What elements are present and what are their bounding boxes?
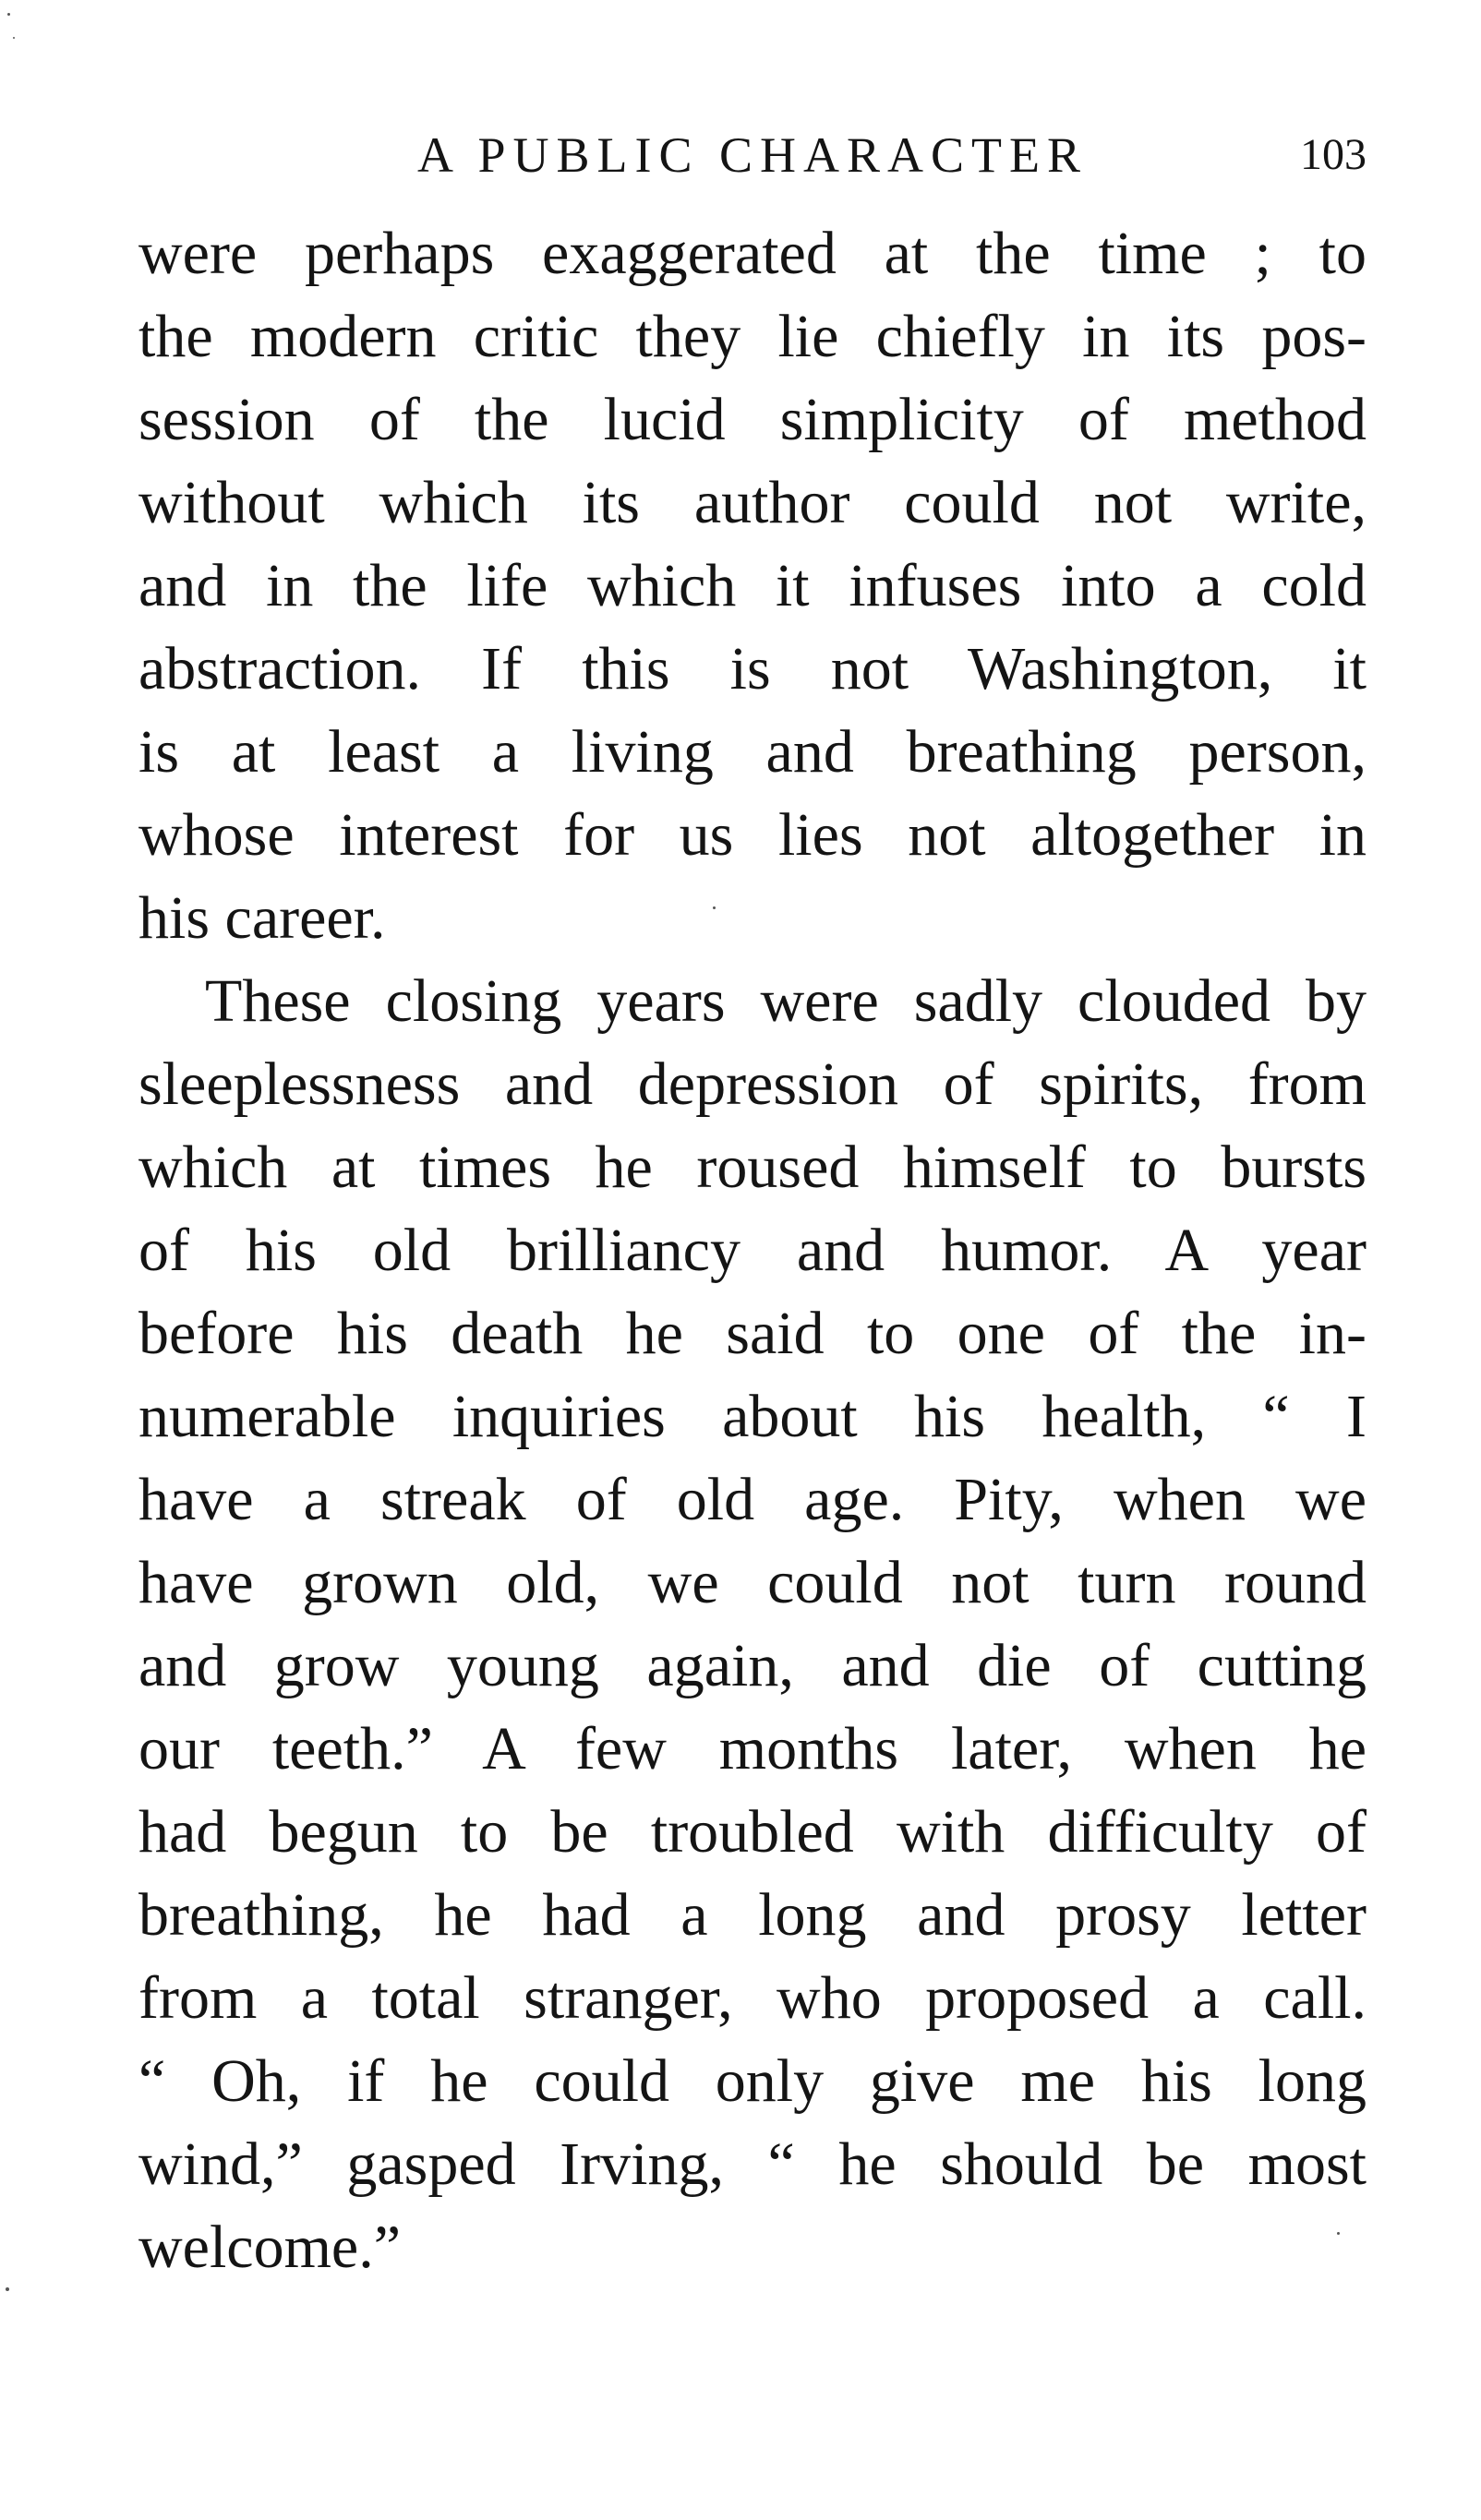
text-line: is at least a living and breathing person, <box>138 718 1367 786</box>
text-line: and grow young again, and die of cutting <box>138 1632 1367 1699</box>
paper-speck <box>13 37 15 39</box>
paper-speck <box>6 2287 9 2291</box>
running-title: A PUBLIC CHARACTER <box>416 127 1089 183</box>
text-line: These closing years were sadly clouded by <box>205 967 1367 1035</box>
text-line: have a streak of old age. Pity, when we <box>138 1466 1367 1533</box>
text-line: whose interest for us lies not altogether in <box>138 801 1367 869</box>
paper-speck <box>1337 2232 1340 2235</box>
text-line: from a total stranger, who proposed a call. <box>138 1964 1367 2032</box>
text-line: wind,” gasped Irving, “ he should be most <box>138 2130 1367 2198</box>
text-line: abstraction. If this is not Washington, it <box>138 635 1367 702</box>
text-line: had begun to be troubled with difficulty of <box>138 1798 1367 1866</box>
text-line: were perhaps exaggerated at the time ; to <box>138 220 1367 287</box>
text-line: session of the lucid simplicity of method <box>138 386 1367 453</box>
text-line: his career. <box>138 884 386 952</box>
running-head <box>138 118 1367 192</box>
text-line: “ Oh, if he could only give me his long <box>138 2047 1367 2115</box>
text-line: before his death he said to one of the in- <box>138 1300 1367 1367</box>
text-line: have grown old, we could not turn round <box>138 1549 1367 1616</box>
text-line: sleeplessness and depression of spirits, from <box>138 1050 1367 1118</box>
text-line: which at times he roused himself to bursts <box>138 1134 1367 1201</box>
text-line: the modern critic they lie chiefly in its pos- <box>138 303 1367 370</box>
text-line: numerable inquiries about his health, “ I <box>138 1383 1367 1450</box>
paper-speck <box>713 906 716 909</box>
text-line: our teeth.” A few months later, when he <box>138 1715 1367 1782</box>
text-line: of his old brilliancy and humor. A year <box>138 1217 1367 1284</box>
text-line: without which its author could not write, <box>138 469 1367 536</box>
text-line: and in the life which it infuses into a cold <box>138 552 1367 619</box>
paper-speck <box>7 13 10 16</box>
text-line: breathing, he had a long and prosy letter <box>138 1881 1367 1949</box>
page-number: 103 <box>1300 130 1367 179</box>
body-text <box>138 212 1367 2289</box>
text-line: welcome.” <box>138 2214 402 2281</box>
